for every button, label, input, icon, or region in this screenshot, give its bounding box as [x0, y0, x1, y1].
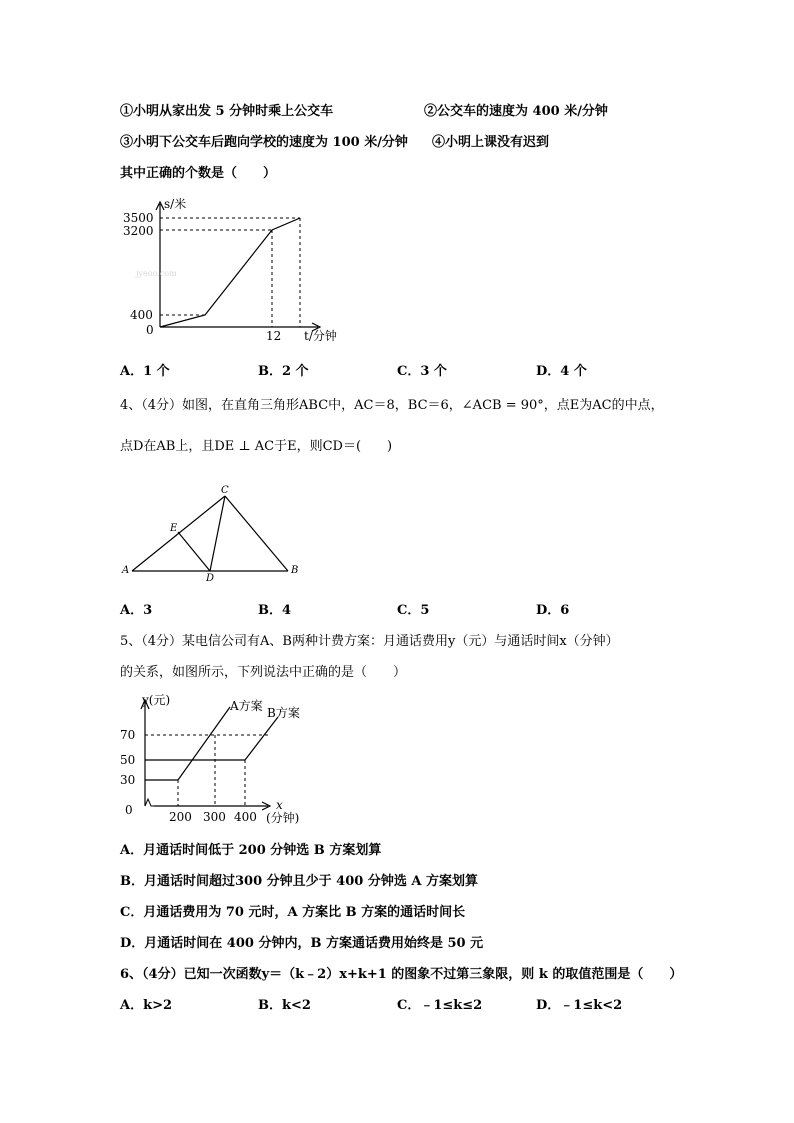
q3-watermark: jyeoo.com — [136, 269, 177, 278]
q4-label-e: E — [170, 523, 178, 534]
q5-stem-line-2: 的关系，如图所示，下列说法中正确的是（ ） — [120, 665, 407, 680]
q3-distance-time-graph — [110, 190, 370, 350]
q5-ylabel: y(元) — [142, 693, 171, 707]
q4-option-d: D．6 — [536, 603, 570, 618]
q6-option-b: B．k<2 — [258, 998, 311, 1013]
q5-xunit: (分钟) — [266, 811, 300, 825]
q4-label-d: D — [206, 573, 215, 584]
q5-series-b-label: B方案 — [267, 706, 300, 720]
q5-xtick-300: 300 — [203, 810, 226, 824]
q5-ytick-50: 50 — [120, 753, 136, 767]
q5-option-c: C．月通话费用为 70 元时，A 方案比 B 方案的通话时间长 — [120, 905, 466, 920]
q4-segment-cd — [210, 496, 225, 571]
q3-ytick-3500: 3500 — [123, 211, 154, 225]
q5-series-a-line — [145, 707, 230, 780]
q3-ytick-3200: 3200 — [123, 224, 154, 238]
q5-ytick-0: 0 — [125, 803, 133, 817]
q4-label-b: B — [291, 565, 299, 576]
q6-option-a: A．k>2 — [120, 998, 173, 1013]
q6-option-d: D．﹣1≤k<2 — [536, 998, 623, 1013]
q5-option-a: A．月通话时间低于 200 分钟选 B 方案划算 — [120, 843, 382, 858]
q4-option-a: A．3 — [120, 603, 153, 618]
q5-series-a-label: A方案 — [230, 699, 263, 713]
q3-xtick-12: 12 — [266, 329, 282, 343]
q3-option-d: D．4 个 — [536, 364, 587, 379]
q5-ytick-70: 70 — [120, 728, 136, 742]
q4-label-a: A — [122, 565, 130, 576]
q5-xtick-200: 200 — [169, 810, 192, 824]
q4-stem-line-1: 4、（4分）如图，在直角三角形ABC中，AC＝8，BC＝6，∠ACB = 90°，点E为AC的中点， — [120, 398, 664, 413]
q3-statement-3: ③小明下公交车后跑向学校的速度为 100 米/分钟 — [120, 135, 408, 150]
q3-ylabel: s/米 — [164, 197, 187, 211]
q3-statement-2: ②公交车的速度为 400 米/分钟 — [424, 104, 608, 119]
q5-option-d: D．月通话时间在 400 分钟内，B 方案通话费用始终是 50 元 — [120, 936, 484, 951]
q3-option-a: A．1 个 — [120, 364, 170, 379]
q5-stem-line-1: 5、（4分）某电信公司有A、B两种计费方案：月通话费用y（元）与通话时间x（分钟） — [120, 634, 619, 649]
q4-triangle-figure — [120, 482, 310, 582]
q5-option-b: B．月通话时间超过300 分钟且少于 400 分钟选 A 方案划算 — [120, 874, 478, 889]
q5-axis-break — [145, 799, 154, 806]
q5-xtick-400: 400 — [234, 810, 257, 824]
q3-ytick-0: 0 — [146, 323, 154, 337]
q3-statement-4: ④小明上课没有迟到 — [432, 135, 550, 150]
q4-stem-line-2: 点D在AB上，且DE ⊥ AC于E，则CD＝( ) — [120, 439, 393, 454]
q6-option-c: C．﹣1≤k≤2 — [397, 998, 483, 1013]
q3-option-c: C．3 个 — [397, 364, 447, 379]
q4-option-b: B．4 — [258, 603, 292, 618]
q4-option-c: C．5 — [397, 603, 430, 618]
q5-xlabel: x — [276, 798, 283, 812]
q3-question: 其中正确的个数是（ ） — [120, 166, 277, 181]
q3-ytick-400: 400 — [130, 308, 153, 322]
q3-statement-1: ①小明从家出发 5 分钟时乘上公交车 — [120, 104, 334, 119]
q5-ytick-30: 30 — [120, 773, 136, 787]
q4-side-bc — [225, 496, 288, 571]
q5-billing-graph — [118, 690, 318, 830]
q5-series-b-line — [145, 717, 278, 760]
q3-option-b: B．2 个 — [258, 364, 309, 379]
q3-distance-line — [160, 218, 300, 327]
q3-xlabel: t/分钟 — [304, 329, 337, 343]
q4-segment-de — [178, 532, 210, 571]
q6-stem-line-1: 6、（4分）已知一次函数y＝（k﹣2）x+k+1 的图象不过第三象限，则 k 的取值范围是（ ） — [120, 967, 683, 982]
q4-label-c: C — [221, 485, 229, 496]
